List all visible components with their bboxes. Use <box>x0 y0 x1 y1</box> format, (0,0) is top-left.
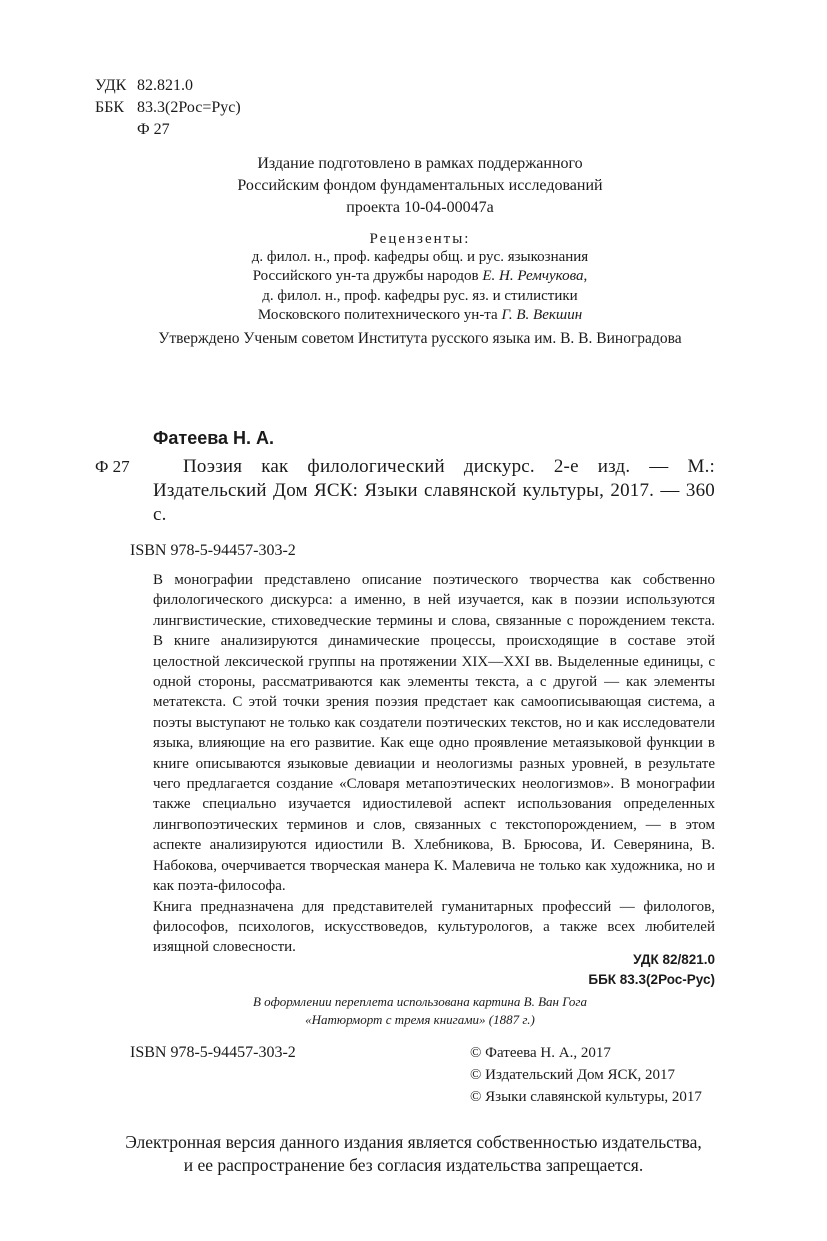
bbk-value: 83.3(2Рос=Рус) <box>137 99 241 116</box>
isbn-bottom: ISBN 978-5-94457-303-2 <box>130 1044 296 1061</box>
reviewer-line: д. филол. н., проф. кафедры рус. яз. и стилистики <box>262 288 578 304</box>
udk-line <box>95 75 193 97</box>
reviewers-title: Рецензенты: <box>369 231 471 247</box>
udk-value: 82.821.0 <box>137 77 193 94</box>
isbn-top: ISBN 978-5-94457-303-2 <box>130 542 296 559</box>
grant-line: проекта 10-04-00047а <box>346 199 494 216</box>
reviewer-sep: , <box>583 268 588 284</box>
author-mark-top: Ф 27 <box>137 121 170 138</box>
grant-note <box>60 153 780 219</box>
bbk-label: ББК <box>95 99 125 116</box>
reviewer-org: Российского ун-та дружбы народов <box>252 268 483 284</box>
distribution-notice: Электронная версия данного издания является собственностью издательства, <box>125 1132 702 1152</box>
bbk-bottom: ББК 83.3(2Рос-Рус) <box>588 972 715 987</box>
author-mark-side: Ф 27 <box>95 457 130 476</box>
cover-note-line: В оформлении переплета использована картина В. Ван Гога <box>252 994 588 1009</box>
reviewer-line <box>60 267 780 287</box>
copyright-line: © Издательский Дом ЯСК, 2017 <box>470 1067 676 1083</box>
bibliographic-description: Поэзия как филологический дискурс. 2-е изд. — М.: Издательский Дом ЯСК: Языки славянской культуры, 2017. — 360 с. <box>153 456 715 525</box>
distribution-notice: и ее распространение без согласия издательства запрещается. <box>183 1155 644 1175</box>
abstract <box>153 570 715 958</box>
reviewer-line <box>60 306 780 326</box>
bbk-line <box>95 97 241 119</box>
udk-label: УДК <box>95 77 127 94</box>
reviewer-line: д. филол. н., проф. кафедры общ. и рус. языкознания <box>251 249 589 265</box>
reviewer-org: Московского политехнического ун-та <box>257 307 502 323</box>
abstract-paragraph: В монографии представлено описание поэтического творчества как собственно филологического дискурса: а именно, в ней изучается, как в поэзии используются лингвистические, стиховедческие термины и слова, связанные с порождением текста. В книге анализируются динамические процессы, происходящие в составе этой целостной лексической группы на протяжении XIX—XXI вв. Выделенные единицы, с одной стороны, рассматриваются как элементы текста, а с другой — как элементы метатекста. С этой точки зрения поэзия предстает как самоописывающая система, а поэты выступают не только как создатели поэтических текстов, но и как исследователи языка, влияющие на его развитие. Как еще одно проявление метаязыковой функции в книге описываются языковые девиации и неологизмы разных уровней, в результате чего предлагается создание «Словаря метапоэтических неологизмов». В монографии также специально изучается идиостилевой аспект использования определенных лингвопоэтических терминов и слов, связанных с текстопорождением, — в этом аспекте анализируются идиостили В. Хлебникова, В. Брюсова, И. Северянина, В. Набокова, очерчивается творческая манера К. Малевича не только как художника, но и как поэта-философа. <box>153 572 715 895</box>
abstract-paragraph: Книга предназначена для представителей гуманитарных профессий — филологов, философов, психологов, искусствоведов, культурологов, а также всех любителей изящной словесности. <box>153 898 715 956</box>
author-name: Фатеева Н. А. <box>153 428 275 448</box>
approval-note: Утверждено Ученым советом Института русского языка им. В. В. Виноградова <box>158 330 682 347</box>
udk-bottom: УДК 82/821.0 <box>633 952 715 967</box>
grant-line: Российским фондом фундаментальных исследований <box>237 177 603 194</box>
cover-note-line: «Натюрморт с тремя книгами» (1887 г.) <box>305 1012 535 1027</box>
grant-line: Издание подготовлено в рамках поддержанного <box>257 155 583 172</box>
copyright-line: © Языки славянской культуры, 2017 <box>470 1089 702 1105</box>
reviewer-name: Г. В. Векшин <box>501 307 583 323</box>
copyright-line: © Фатеева Н. А., 2017 <box>470 1045 611 1061</box>
reviewer-name: Е. Н. Ремчукова <box>482 268 584 284</box>
